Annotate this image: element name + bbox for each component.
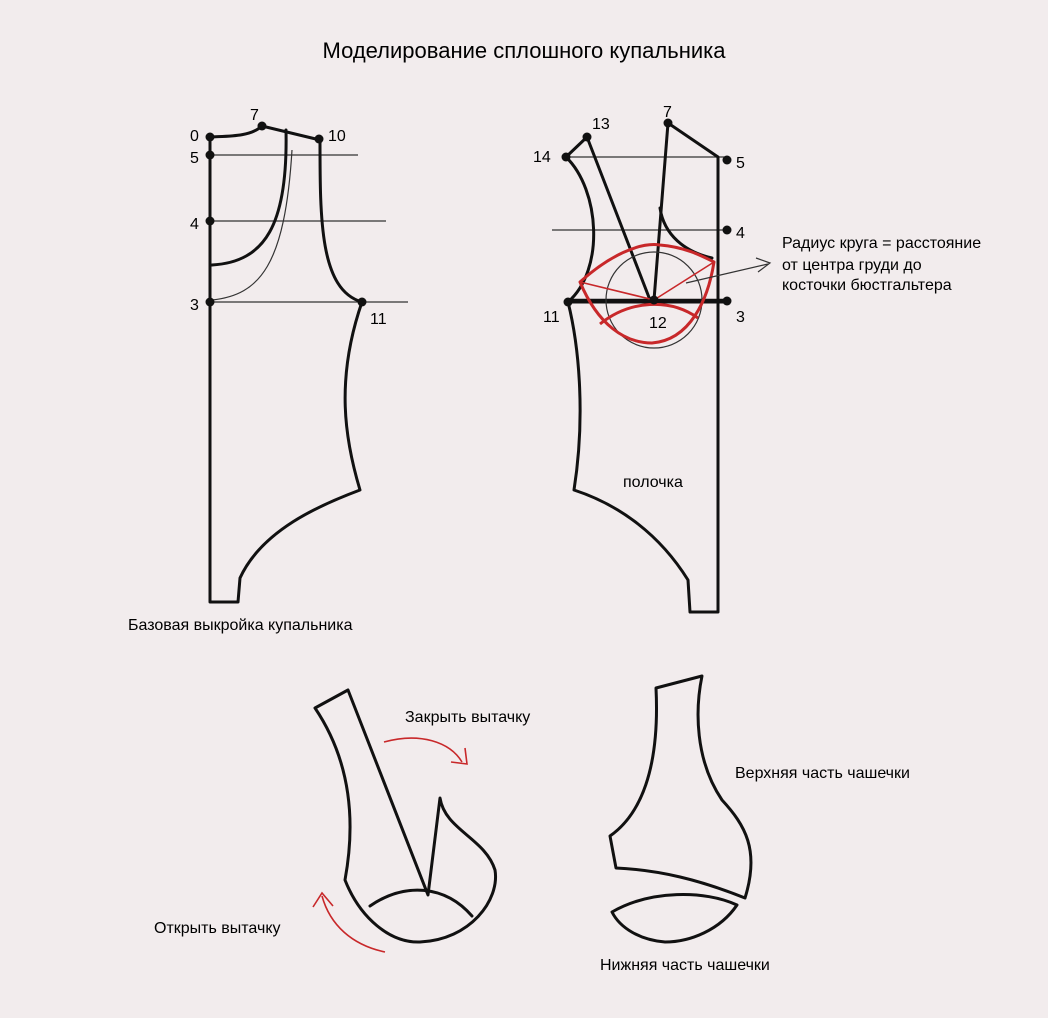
- front-label-14: 14: [533, 149, 551, 166]
- base-pattern-caption: Базовая выкройка купальника: [128, 617, 353, 634]
- upper-cup-piece: [610, 676, 751, 898]
- front-point-11: [564, 298, 573, 307]
- dart-piece-outline: [315, 690, 496, 942]
- label-point-4: 4: [190, 216, 199, 233]
- note-pointer-line: [686, 264, 768, 283]
- front-strap: [566, 137, 650, 302]
- label-point-10: 10: [328, 128, 346, 145]
- front-panel-label: полочка: [623, 474, 683, 491]
- front-label-4: 4: [736, 225, 745, 242]
- neckline-guide-curve: [212, 150, 292, 300]
- front-panel: [533, 104, 981, 612]
- point-0: [206, 133, 215, 142]
- label-point-0: 0: [190, 128, 199, 145]
- label-point-3: 3: [190, 297, 199, 314]
- lower-cup-label: Нижняя часть чашечки: [600, 957, 770, 974]
- point-4: [206, 217, 215, 226]
- front-point-4: [723, 226, 732, 235]
- front-label-11: 11: [543, 309, 560, 326]
- front-label-13: 13: [592, 116, 610, 133]
- radius-note-line-1: Радиус круга = расстояние: [782, 235, 982, 252]
- point-5: [206, 151, 215, 160]
- front-point-12: [650, 296, 659, 305]
- upper-cup-label: Верхняя часть чашечки: [735, 765, 910, 782]
- close-dart-arrow: [384, 738, 462, 762]
- page-title: Моделирование сплошного купальника: [322, 38, 726, 63]
- base-pattern: [128, 107, 408, 634]
- front-point-3: [723, 297, 732, 306]
- dart-transfer: [154, 690, 530, 952]
- point-3: [206, 298, 215, 307]
- lower-cup-piece: [612, 895, 737, 942]
- front-label-12: 12: [649, 315, 667, 332]
- front-panel-outline: [568, 123, 727, 612]
- front-point-5: [723, 156, 732, 165]
- front-label-3: 3: [736, 309, 745, 326]
- close-dart-arrowhead: [451, 748, 467, 764]
- radius-note-line-3: косточки бюстгальтера: [782, 277, 952, 294]
- label-point-5: 5: [190, 150, 199, 167]
- label-point-7: 7: [250, 107, 259, 124]
- front-label-5: 5: [736, 155, 745, 172]
- dart-piece-seam: [370, 890, 472, 916]
- label-point-11: 11: [370, 311, 387, 328]
- open-dart-label: Открыть вытачку: [154, 920, 281, 937]
- front-point-13: [583, 133, 592, 142]
- point-10: [315, 135, 324, 144]
- close-dart-label: Закрыть вытачку: [405, 709, 531, 726]
- point-11: [358, 298, 367, 307]
- cup-parts: [600, 676, 910, 974]
- radius-note-line-2: от центра груди до: [782, 257, 922, 274]
- base-neckline: [212, 130, 286, 265]
- front-label-7: 7: [663, 104, 672, 121]
- base-pattern-outline: [210, 126, 362, 602]
- front-point-14: [562, 153, 571, 162]
